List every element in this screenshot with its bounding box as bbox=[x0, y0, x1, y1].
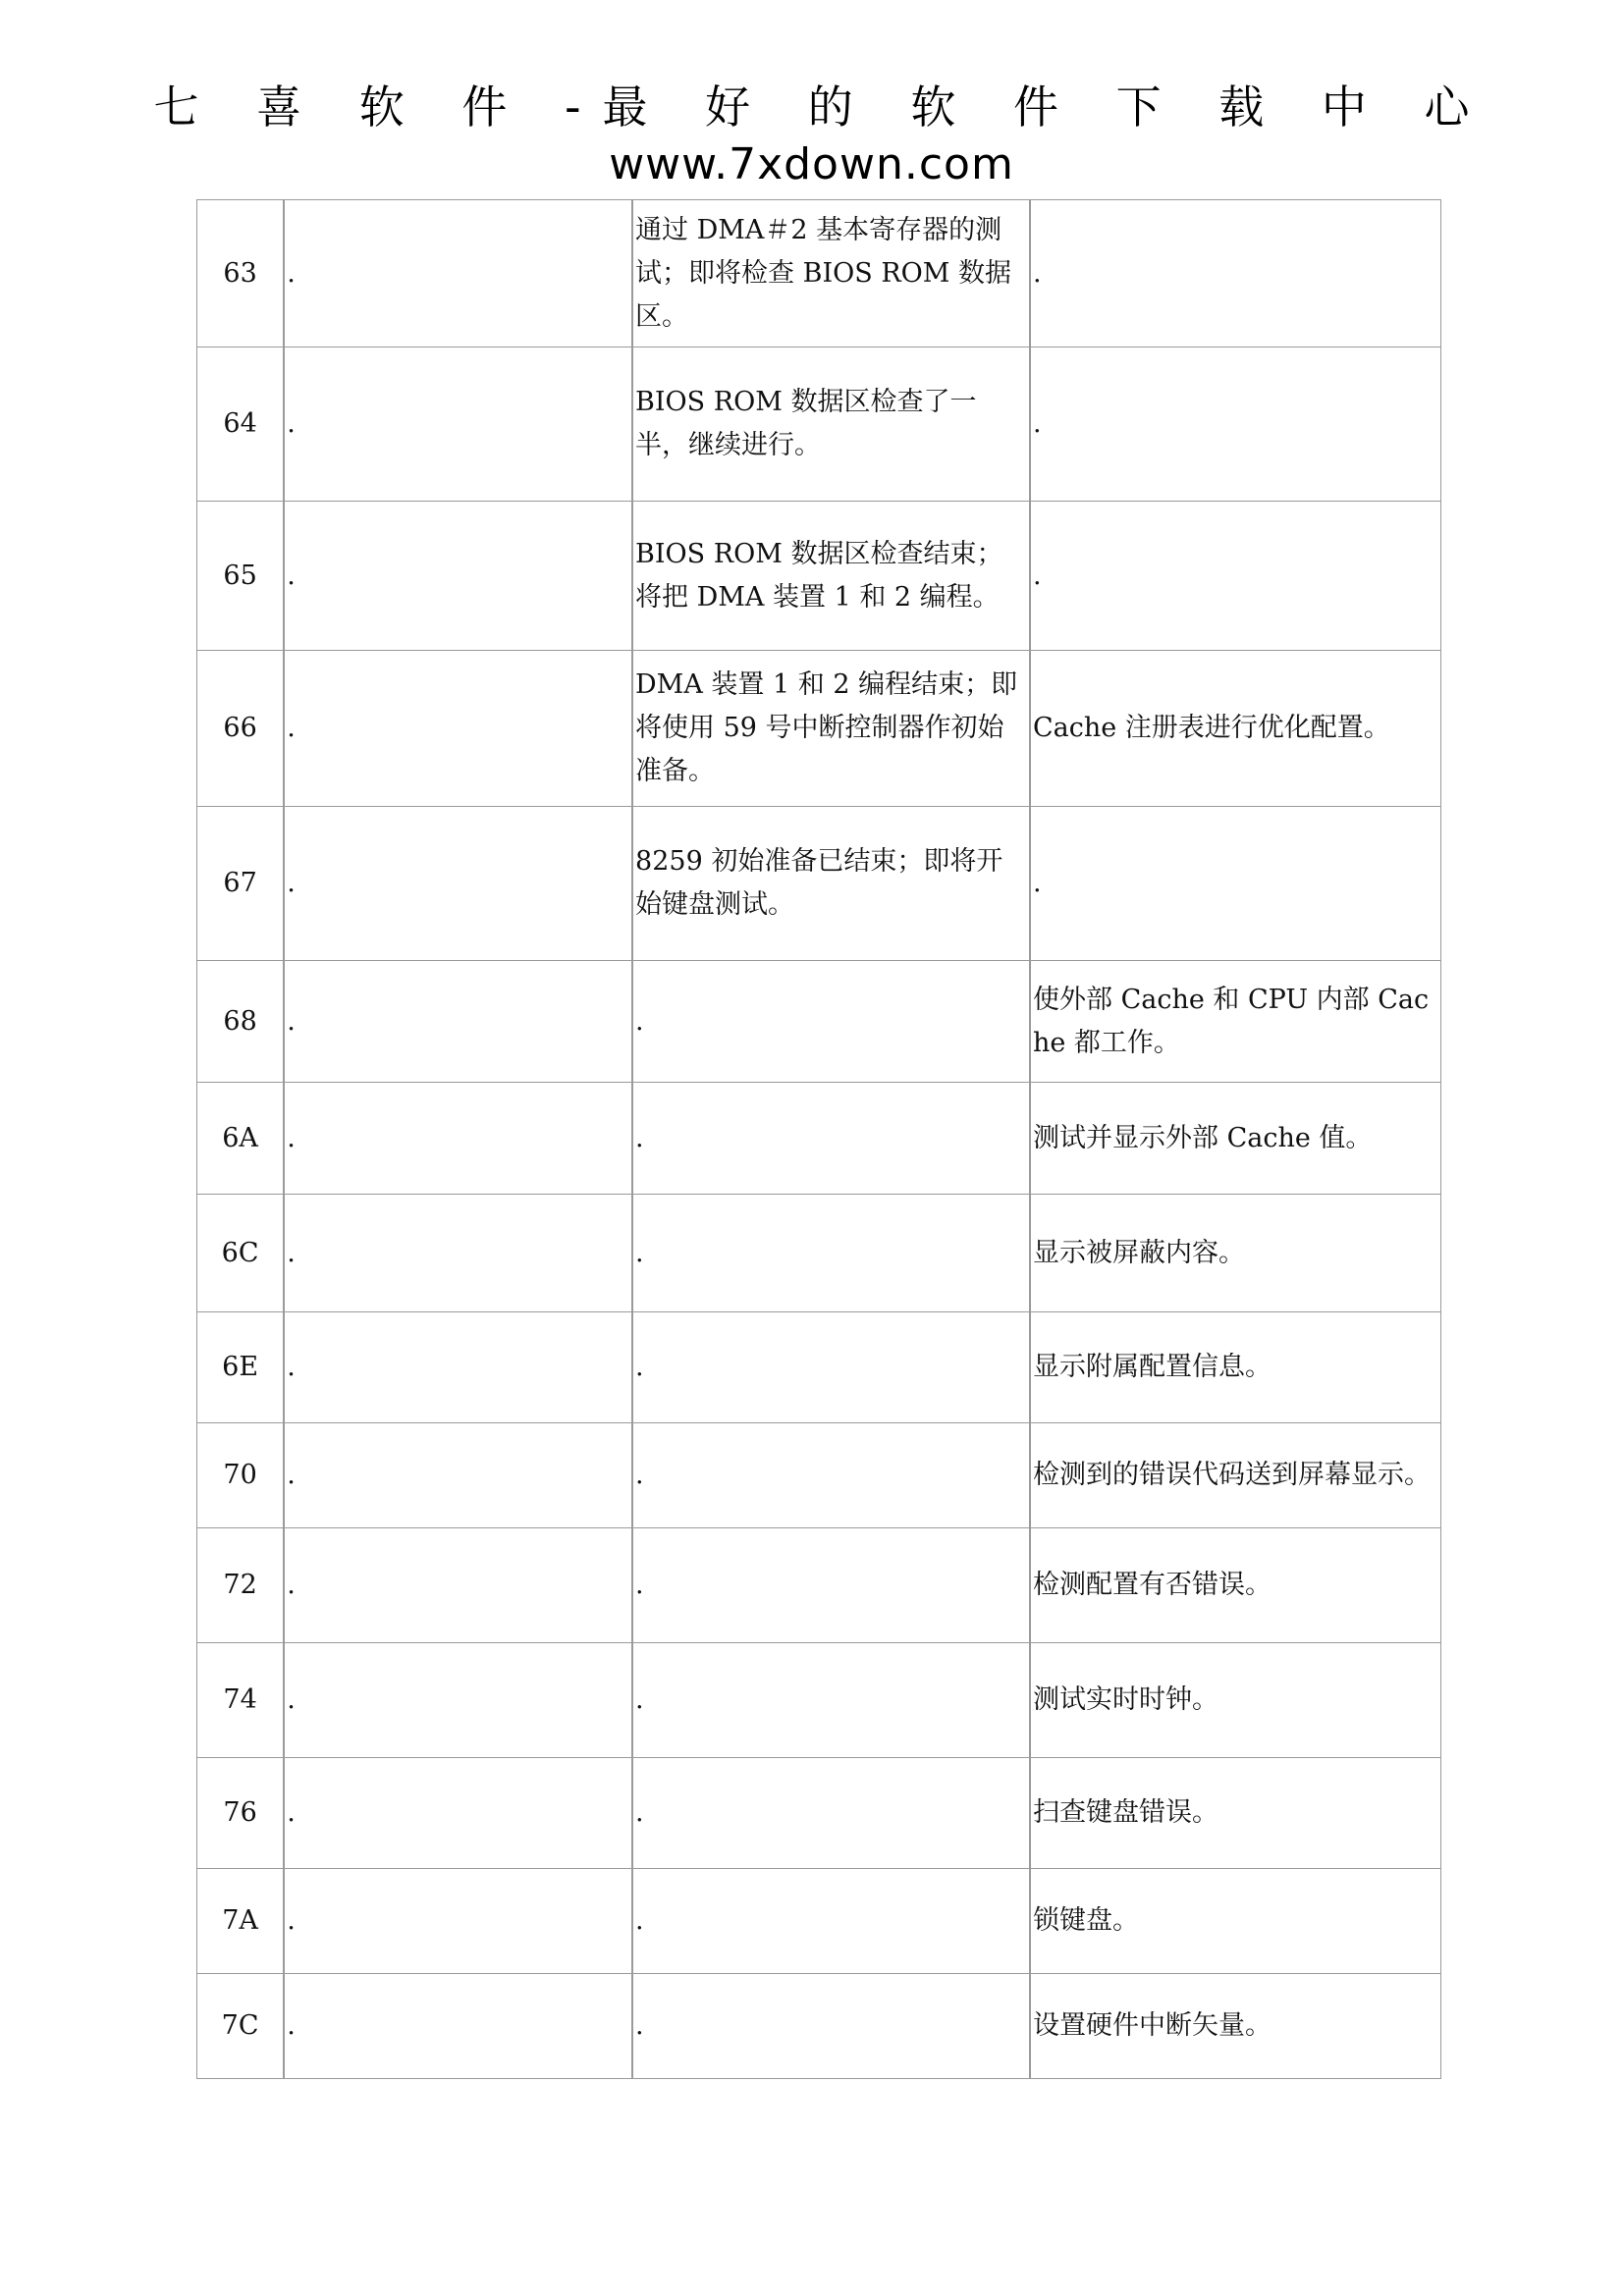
award-cell: . bbox=[284, 1195, 632, 1312]
code-cell: 68 bbox=[197, 961, 284, 1083]
phoenix-cell: Cache 注册表进行优化配置。 bbox=[1030, 651, 1441, 807]
ami-cell: . bbox=[632, 961, 1030, 1083]
award-cell: . bbox=[284, 807, 632, 961]
award-cell: . bbox=[284, 1643, 632, 1758]
code-cell: 72 bbox=[197, 1528, 284, 1643]
code-cell: 65 bbox=[197, 502, 284, 651]
code-cell: 7A bbox=[197, 1869, 284, 1974]
award-cell: . bbox=[284, 1758, 632, 1869]
table-row bbox=[197, 1758, 1441, 1869]
phoenix-cell: . bbox=[1030, 200, 1441, 347]
award-cell: . bbox=[284, 1423, 632, 1528]
code-cell: 7C bbox=[197, 1974, 284, 2079]
phoenix-cell: . bbox=[1030, 807, 1441, 961]
code-cell: 67 bbox=[197, 807, 284, 961]
table-row bbox=[197, 1312, 1441, 1423]
code-cell: 74 bbox=[197, 1643, 284, 1758]
site-title: 七 喜 软 件 -最 好 的 软 件 下 载 中 心 bbox=[153, 80, 1491, 133]
table-row bbox=[197, 961, 1441, 1083]
table-row bbox=[197, 1869, 1441, 1974]
table-row bbox=[197, 807, 1441, 961]
ami-cell: DMA 装置 1 和 2 编程结束；即将使用 59 号中断控制器作初始准备。 bbox=[632, 651, 1030, 807]
award-cell: . bbox=[284, 1528, 632, 1643]
phoenix-cell: . bbox=[1030, 502, 1441, 651]
table-row bbox=[197, 1643, 1441, 1758]
award-cell: . bbox=[284, 1312, 632, 1423]
ami-cell: . bbox=[632, 1195, 1030, 1312]
site-url: www.7xdown.com bbox=[609, 139, 1014, 189]
table-row bbox=[197, 651, 1441, 807]
table-row bbox=[197, 347, 1441, 502]
phoenix-cell: 测试实时时钟。 bbox=[1030, 1643, 1441, 1758]
code-cell: 6A bbox=[197, 1083, 284, 1195]
ami-cell: 8259 初始准备已结束；即将开始键盘测试。 bbox=[632, 807, 1030, 961]
ami-cell: BIOS ROM 数据区检查结束；将把 DMA 装置 1 和 2 编程。 bbox=[632, 502, 1030, 651]
code-cell: 76 bbox=[197, 1758, 284, 1869]
award-cell: . bbox=[284, 651, 632, 807]
ami-cell: . bbox=[632, 1974, 1030, 2079]
phoenix-cell: 显示附属配置信息。 bbox=[1030, 1312, 1441, 1423]
award-cell: . bbox=[284, 502, 632, 651]
ami-cell: . bbox=[632, 1869, 1030, 1974]
table-row bbox=[197, 502, 1441, 651]
phoenix-cell: 测试并显示外部 Cache 值。 bbox=[1030, 1083, 1441, 1195]
ami-cell: . bbox=[632, 1083, 1030, 1195]
code-cell: 66 bbox=[197, 651, 284, 807]
post-code-table bbox=[196, 199, 1441, 2079]
award-cell: . bbox=[284, 1083, 632, 1195]
table-row bbox=[197, 1083, 1441, 1195]
table-row bbox=[197, 1974, 1441, 2079]
code-cell: 63 bbox=[197, 200, 284, 347]
table-row bbox=[197, 1528, 1441, 1643]
table-row bbox=[197, 1195, 1441, 1312]
ami-cell: . bbox=[632, 1312, 1030, 1423]
award-cell: . bbox=[284, 347, 632, 502]
award-cell: . bbox=[284, 1869, 632, 1974]
phoenix-cell: 检测到的错误代码送到屏幕显示。 bbox=[1030, 1423, 1441, 1528]
ami-cell: . bbox=[632, 1758, 1030, 1869]
ami-cell: BIOS ROM 数据区检查了一半，继续进行。 bbox=[632, 347, 1030, 502]
ami-cell: . bbox=[632, 1528, 1030, 1643]
phoenix-cell: 锁键盘。 bbox=[1030, 1869, 1441, 1974]
phoenix-cell: . bbox=[1030, 347, 1441, 502]
award-cell: . bbox=[284, 200, 632, 347]
ami-cell: . bbox=[632, 1423, 1030, 1528]
award-cell: . bbox=[284, 1974, 632, 2079]
table-row bbox=[197, 1423, 1441, 1528]
post-code-table-container bbox=[196, 199, 1441, 2079]
page-header bbox=[0, 77, 1623, 192]
phoenix-cell: 显示被屏蔽内容。 bbox=[1030, 1195, 1441, 1312]
award-cell: . bbox=[284, 961, 632, 1083]
phoenix-cell: 设置硬件中断矢量。 bbox=[1030, 1974, 1441, 2079]
table-row bbox=[197, 200, 1441, 347]
code-cell: 70 bbox=[197, 1423, 284, 1528]
code-cell: 6E bbox=[197, 1312, 284, 1423]
code-cell: 64 bbox=[197, 347, 284, 502]
ami-cell: . bbox=[632, 1643, 1030, 1758]
phoenix-cell: 检测配置有否错误。 bbox=[1030, 1528, 1441, 1643]
code-cell: 6C bbox=[197, 1195, 284, 1312]
phoenix-cell: 使外部 Cache 和 CPU 内部 Cache 都工作。 bbox=[1030, 961, 1441, 1083]
ami-cell: 通过 DMA＃2 基本寄存器的测试；即将检查 BIOS ROM 数据区。 bbox=[632, 200, 1030, 347]
phoenix-cell: 扫查键盘错误。 bbox=[1030, 1758, 1441, 1869]
